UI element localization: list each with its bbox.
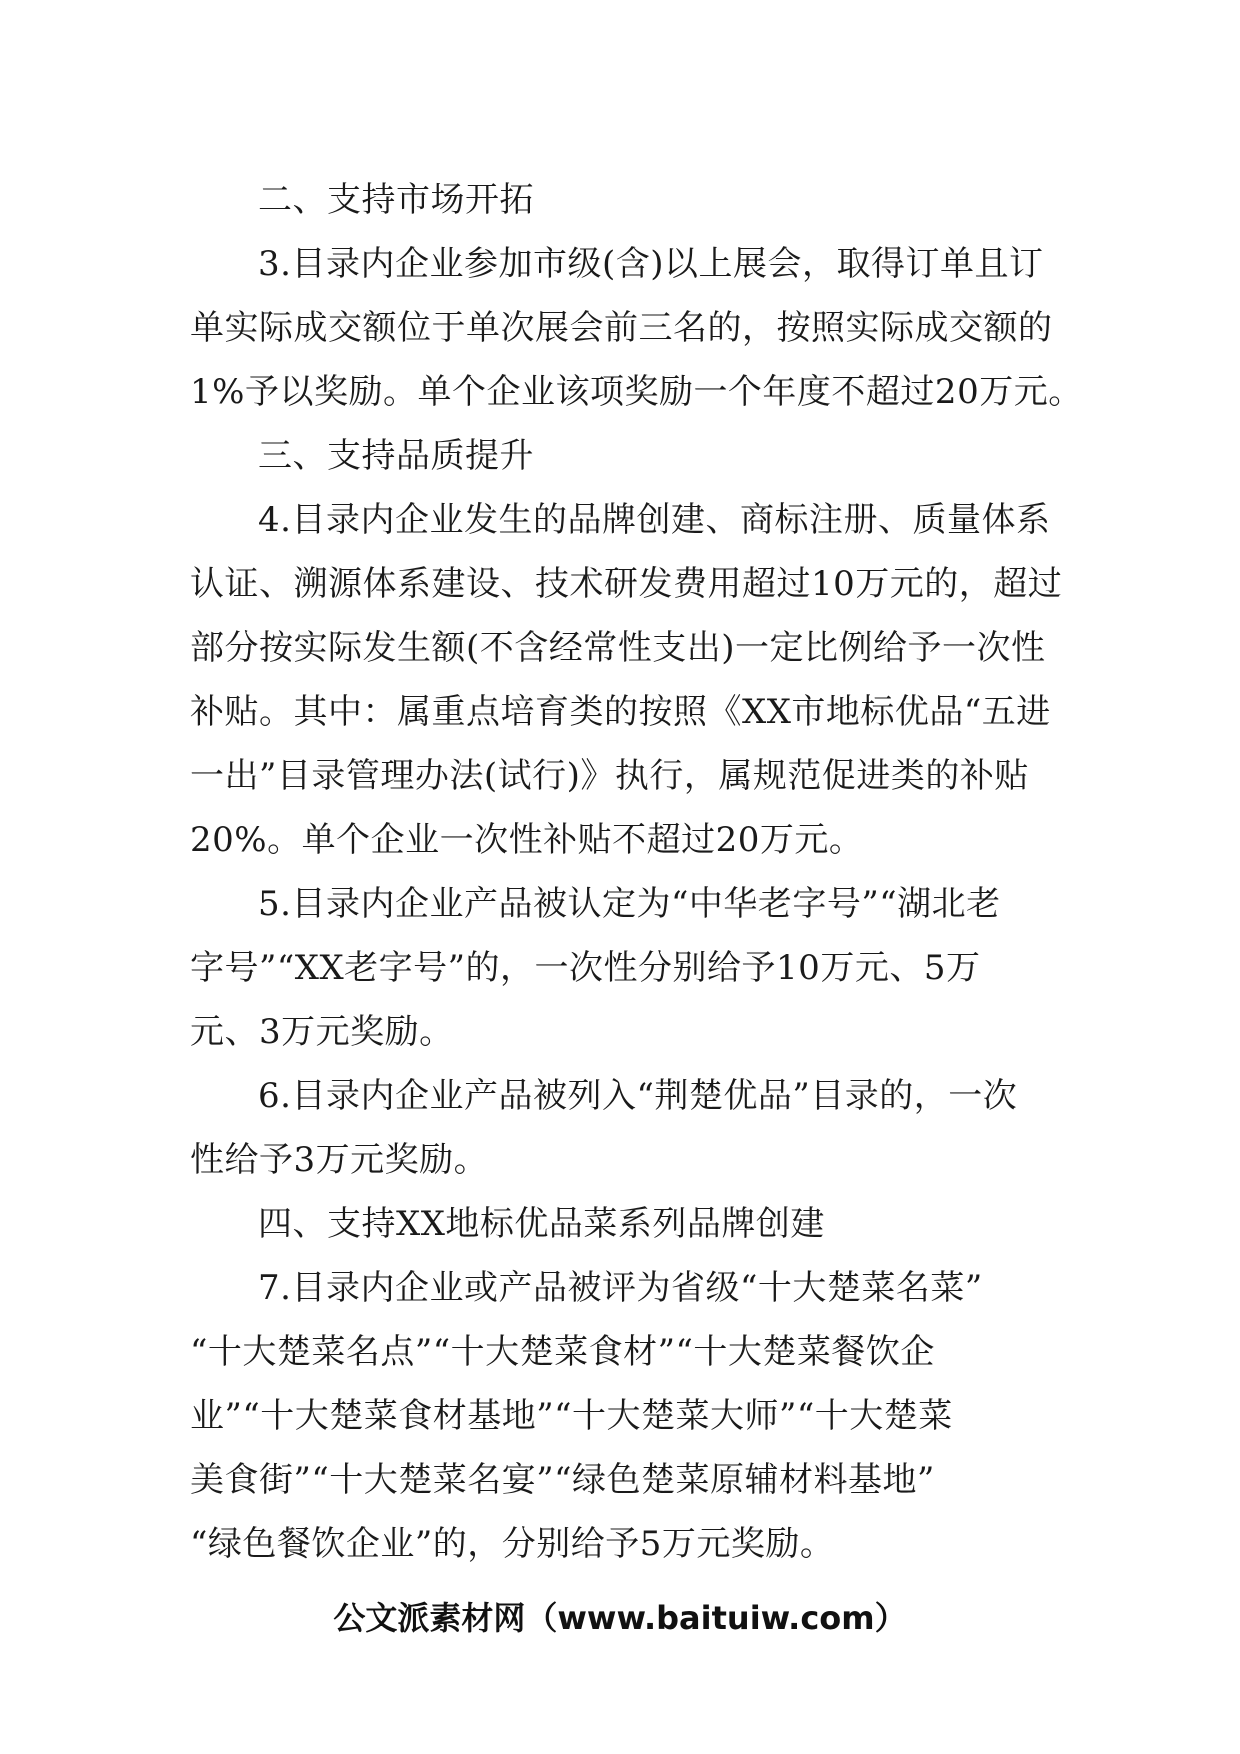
paragraph-line: 7.目录内企业或产品被评为省级“十大楚菜名菜” xyxy=(258,1268,983,1308)
paragraph-line: 4.目录内企业发生的品牌创建、商标注册、质量体系 xyxy=(258,500,1051,540)
paragraph-line: 6.目录内企业产品被列入“荆楚优品”目录的，一次 xyxy=(258,1076,1018,1116)
paragraph-line: 20%。单个企业一次性补贴不超过20万元。 xyxy=(190,820,864,860)
document-body xyxy=(190,168,1083,1576)
paragraph-line: 5.目录内企业产品被认定为“中华老字号”“湖北老 xyxy=(258,884,1001,924)
section-heading-market: 二、支持市场开拓 xyxy=(258,180,534,220)
paragraph-line: 部分按实际发生额(不含经常性支出)一定比例给予一次性 xyxy=(190,628,1046,668)
paragraph-line: 3.目录内企业参加市级(含)以上展会，取得订单且订 xyxy=(258,244,1044,284)
paragraph-line: 一出”目录管理办法(试行)》执行，属规范促进类的补贴 xyxy=(190,756,1029,796)
footer-watermark: 公文派素材网（www.baituiw.com） xyxy=(333,1599,907,1637)
section-heading-brand: 四、支持XX地标优品菜系列品牌创建 xyxy=(258,1204,825,1244)
paragraph-line: “十大楚菜名点”“十大楚菜食材”“十大楚菜餐饮企 xyxy=(190,1332,935,1372)
paragraph-line: 业”“十大楚菜食材基地”“十大楚菜大师”“十大楚菜 xyxy=(190,1396,953,1436)
section-heading-quality: 三、支持品质提升 xyxy=(258,436,534,476)
paragraph-line: 字号”“XX老字号”的，一次性分别给予10万元、5万 xyxy=(190,948,981,988)
paragraph-line: 美食街”“十大楚菜名宴”“绿色楚菜原辅材料基地” xyxy=(190,1460,935,1500)
paragraph-line: “绿色餐饮企业”的，分别给予5万元奖励。 xyxy=(190,1524,835,1564)
paragraph-line: 性给予3万元奖励。 xyxy=(190,1140,489,1180)
paragraph-line: 认证、溯源体系建设、技术研发费用超过10万元的，超过 xyxy=(190,564,1063,604)
paragraph-line: 1%予以奖励。单个企业该项奖励一个年度不超过20万元。 xyxy=(190,372,1083,412)
paragraph-line: 补贴。其中：属重点培育类的按照《XX市地标优品“五进 xyxy=(190,692,1051,732)
paragraph-line: 单实际成交额位于单次展会前三名的，按照实际成交额的 xyxy=(190,308,1053,348)
paragraph-line: 元、3万元奖励。 xyxy=(190,1012,454,1052)
